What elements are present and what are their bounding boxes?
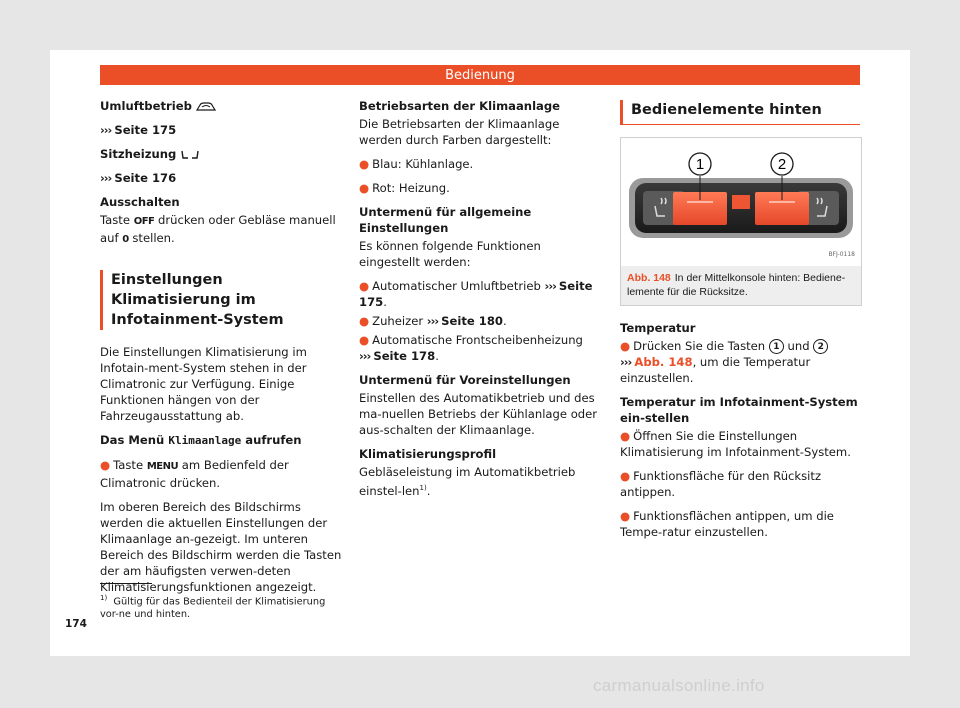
front-link[interactable]: ››› Seite 178 — [359, 349, 436, 363]
zuheizer-link[interactable]: ››› Seite 180 — [426, 314, 503, 328]
list-item: ● Zuheizer ››› Seite 180. — [359, 314, 507, 328]
page-number: 174 — [65, 618, 87, 630]
footnote: $^{1)}$ Gültig für das Bedienteil der Klimatisierung vor-ne und hinten. — [100, 594, 326, 621]
temperatur-heading: Temperatur — [620, 321, 696, 335]
figure-148 — [620, 137, 862, 306]
menu-heading: Das Menü Klimaanlage aufrufen — [100, 433, 302, 447]
aus-text: Taste OFF drücken oder Gebläse manuell auf 0 stellen. — [100, 213, 336, 245]
umluft-ref[interactable]: ››› Seite 175 — [100, 123, 177, 137]
profil-heading: Klimatisierungsprofil — [359, 447, 497, 461]
callout-2-label: 2 — [777, 156, 787, 173]
list-item: ● Automatische Frontscheibenheizung ››› Seite 178. — [359, 333, 583, 363]
callout-ref-1: 1 — [769, 339, 784, 354]
aus-heading: Ausschalten — [100, 195, 180, 209]
list-item: ● Funktionsfläche für den Rücksitz antippen. — [620, 469, 822, 499]
callout-ref-2: 2 — [813, 339, 828, 354]
section-heading-hinten: Bedienelemente hinten — [620, 100, 860, 125]
list-item: ● Drücken Sie die Tasten 1 und 2 ››› Abb. 148, um die Temperatur einzustellen. — [620, 338, 860, 386]
screen-para: Im oberen Bereich des Bildschirms werden die aktuellen Einstellungen der Klimaanlage an-gezeigt. Im unteren Bereich des Bildschirm werden die Tasten der am häufigsten verwen-deten Klimatisierungsfunktionen angezeigt. — [100, 500, 342, 594]
figure-code: BFJ-0118 — [828, 251, 855, 258]
rear-console-drawing — [621, 138, 861, 266]
watermark: carmanualsonline.info — [593, 676, 765, 695]
car-recirculation-icon — [196, 101, 216, 112]
list-item: ● Rot: Heizung. — [359, 181, 450, 195]
column-middle — [359, 98, 602, 507]
infotainment-para: Die Einstellungen Klimatisierung im Infotain-ment-System stehen in der Climatronic zur Verfügung. Einige Funktionen hängen von der Fahrzeugausstattung ab. — [100, 345, 307, 423]
seat-heating-icon — [180, 149, 200, 161]
footnote-divider — [100, 583, 152, 584]
infotainment-temp-heading: Temperatur im Infotainment-System ein-stellen — [620, 395, 858, 425]
list-item: ● Automatischer Umluftbetrieb ››› Seite 175. — [359, 279, 593, 309]
voreinstellungen-heading: Untermenü für Voreinstellungen — [359, 373, 571, 387]
list-item: ● Öffnen Sie die Einstellungen Klimatisierung im Infotainment-System. — [620, 429, 851, 459]
off-key: OFF — [133, 216, 155, 227]
list-item: ● Taste MENU am Bedienfeld der Climatronic drücken. — [100, 458, 289, 490]
sitz-heading: Sitzheizung — [100, 146, 342, 162]
menu-key: MENU — [146, 461, 179, 472]
column-left — [100, 98, 342, 603]
figure-caption: Abb. 148 In der Mittelkonsole hinten: Bediene-lemente für die Rücksitze. — [621, 266, 861, 305]
section-header: Bedienung — [100, 65, 860, 85]
allgemein-para: Es können folgende Funktionen eingestellt werden: — [359, 239, 541, 269]
list-item: ● Blau: Kühlanlage. — [359, 157, 474, 171]
betriebsarten-para: Die Betriebsarten der Klimaanlage werden durch Farben dargestellt: — [359, 117, 560, 147]
sitz-ref[interactable]: ››› Seite 176 — [100, 171, 177, 185]
rear-console-image — [621, 138, 861, 266]
list-item: ● Funktionsflächen antippen, um die Tempe-ratur einzustellen. — [620, 509, 834, 539]
section-heading-infotainment: Einstellungen Klimatisierung im Infotainment-System — [100, 270, 342, 330]
zero-key: 0 — [122, 234, 129, 245]
umluft-heading: Umluftbetrieb — [100, 98, 342, 114]
column-right — [620, 98, 860, 548]
betriebsarten-heading: Betriebsarten der Klimaanlage — [359, 99, 561, 113]
allgemein-heading: Untermenü für allgemeine Einstellungen — [359, 205, 532, 235]
callout-1-label: 1 — [695, 156, 705, 173]
umluft-link[interactable]: ››› Seite 175 — [359, 279, 593, 309]
voreinstellungen-para: Einstellen des Automatikbetrieb und des ma-nuellen Betriebs der Kühlanlage oder aus-schalten der Klimaanlage. — [359, 391, 598, 437]
fig-link[interactable]: ››› Abb. 148 — [620, 355, 693, 369]
profil-para: Gebläseleistung im Automatikbetrieb einstel-len$^{1)}$. — [359, 465, 576, 498]
